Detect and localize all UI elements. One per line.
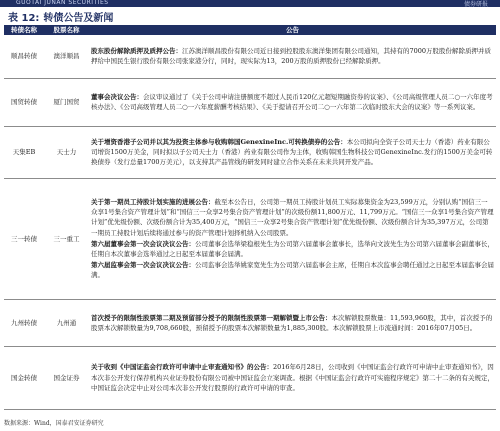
notice-body: 会议审议通过了《关于公司申请注册额度不超过人民币120亿元超短期融资券的议案》、《公司高级管理人员二○一六年度考核办法》、《公司高级管理人员二○一六年度薪酬考核结果》、《关于提请召开公司二○一六年第二次临时股东大会的议案》等一系列议案。 [91, 93, 493, 112]
notice-content [89, 126, 496, 178]
bond-notice-table [4, 25, 496, 410]
notice-content [89, 78, 496, 126]
column-header-stock: 股票名称 [44, 25, 89, 35]
notice-content [89, 178, 496, 299]
notice-headline: 关于增资香港子公司并以其为投资主体参与收购韩国GenexineInc.可转换债券的公告： [91, 137, 347, 146]
notice-headline: 第六届董事会第一次会议决议公告： [91, 239, 195, 248]
notice-block [91, 197, 494, 237]
notice-block [91, 313, 494, 333]
notice-headline: 第六届监事会第一次会议决议公告： [91, 260, 195, 269]
table-title-text: 转债公告及新闻 [43, 13, 114, 24]
table-row [4, 178, 496, 299]
bond-name: 三一转债 [4, 178, 44, 299]
notice-body: 截至本公告日，公司第一期员工持股计划员工实际募集资金为23,599万元，分别认购“国信三一众享1号集合资产管理计划”和“国信三一众享2号集合资产管理计划”的次级份额11,800万元、11,799万元。“国信三一众享1号集合资产管理计划”优先级份额、次级份额合计为35,400万元，“国信三一众享2号集合资产管理计划”优先级份额、次级份额合计为35,397万元，公司第一期员工持股计划后续将通过参与的资产管理计划择机纳入公司股票。 [91, 198, 494, 237]
notice-content [89, 35, 496, 78]
table-row [4, 346, 496, 409]
notice-headline: 股东股份解除质押及质押公告： [91, 47, 182, 56]
table-row [4, 35, 496, 78]
stock-name: 天士力 [44, 126, 89, 178]
notice-body: 江苏澳洋顺昌股份有限公司近日接到控股股东澳洋集团有限公司通知，其持有的7000万股股份解除质押并质押给中国民生银行股份有限公司张家港分行，同时，现实际为13，200万股的质押股份已经解除质押。 [91, 47, 492, 66]
notice-headline: 首次授予的限制性股票第二期及预留部分授予的限制性股票第一期解锁暨上市公告： [91, 313, 332, 322]
bond-name: 国金转债 [4, 346, 44, 409]
notice-block [91, 260, 494, 280]
notice-content [89, 299, 496, 346]
report-category: 债券研报 [463, 1, 488, 8]
notice-headline: 董事会决议公告： [91, 93, 143, 101]
notice-body: 本次解锁股票数量：11,593,960股，其中，首次授予的股票本次解锁数量为9,708,660股，预留授予的股票本次解锁数量为1,885,300股。本次解锁股票上市流通时间：2016年07月05日。 [91, 313, 493, 332]
column-header-bond: 转债名称 [4, 25, 44, 35]
notice-block [91, 92, 494, 112]
notice-headline: 关于收到《中国证监会行政许可申请中止审查通知书》的公告： [91, 363, 273, 372]
report-header-bar [0, 0, 500, 7]
notice-content [89, 346, 496, 409]
notice-body: 公司董事会选举梁稳根先生为公司第六届董事会董事长，选举向文波先生为公司第六届董事会副董事长，任期自本次董事会选举通过之日起至本届董事会届满。 [91, 239, 494, 258]
bond-name: 九州转债 [4, 299, 44, 346]
bond-name: 国贸转债 [4, 78, 44, 126]
notice-body: 本公司拟向全资子公司天士力（香港）药业有限公司增资1500万美金，同时拟以子公司天士力（香港）药业有限公司作为主体，收购韩国生物科技公司GenexineInc.发行的1500万美金可转换债券（发行总量1700万美元），以支持其产品管线的研发同时建立合作关系在未来共同开发产品。 [91, 137, 493, 167]
column-header-notice: 公告 [89, 25, 496, 35]
stock-name: 三一重工 [44, 178, 89, 299]
notice-body: 公司监事会选举姚家宽先生为公司第六届监事会主席，任期自本次监事会聘任通过之日起至本届监事会届满。 [91, 260, 494, 279]
table-row [4, 126, 496, 178]
data-source-note: 数据来源：Wind，国泰君安证券研究 [4, 420, 104, 427]
notice-body: 2016年6月28日，公司收到《中国证监会行政许可申请中止审查通知书》，因本次非公开发行保荐机构兴业证券股份有限公司被中国证监会立案调查。根据《中国证监会行政许可实施程序规定》第二十二条的有关规定，中国证监会决定中止对公司本次非公开发行股票的行政许可申请的审查。 [91, 363, 494, 392]
notice-block [91, 137, 494, 167]
table-number: 表 12: [8, 13, 40, 24]
bond-name: 天集EB [4, 126, 44, 178]
notice-headline: 关于第一期员工持股计划实施的进展公告： [91, 198, 215, 207]
notice-block [91, 46, 494, 66]
brand-name: GUOTAI JUNAN SECURITIES [16, 0, 109, 6]
notice-block [91, 362, 494, 392]
stock-name: 九州通 [44, 299, 89, 346]
notice-block [91, 239, 494, 259]
bond-name: 顺昌转债 [4, 35, 44, 78]
stock-name: 澳洋顺昌 [44, 35, 89, 78]
table-row [4, 299, 496, 346]
table-header-row [4, 25, 496, 35]
table-title [8, 9, 117, 23]
stock-name: 国金证券 [44, 346, 89, 409]
table-row [4, 78, 496, 126]
stock-name: 厦门国贸 [44, 78, 89, 126]
